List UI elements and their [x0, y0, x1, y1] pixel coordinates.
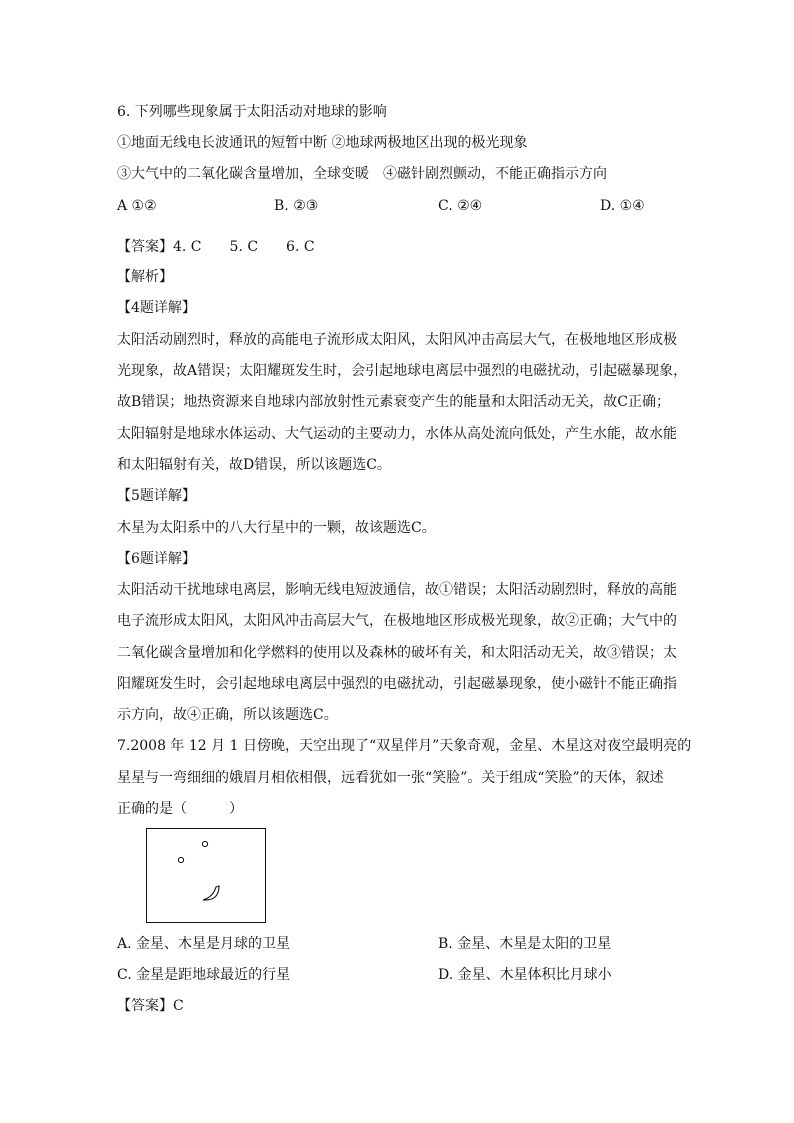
q4-text-line: 光现象，故A错误；太阳耀斑发生时，会引起地球电离层中强烈的电磁扰动，引起磁暴现象，: [117, 363, 688, 379]
q7-option-a: A. 金星、木星是月球的卫星: [117, 936, 291, 952]
q6-text-line: 太阳活动干扰地球电离层，影响无线电短波通信，故①错误；太阳活动剧烈时，释放的高能: [117, 582, 677, 598]
q6-items-3-4: ③大气中的二氧化碳含量增加，全球变暖 ④磁针剧烈颤动，不能正确指示方向: [117, 166, 607, 182]
q6-stem: 6. 下列哪些现象属于太阳活动对地球的影响: [117, 104, 387, 120]
q5-text-line: 木星为太阳系中的八大行星中的一颗，故该题选C。: [117, 520, 436, 536]
q7-option-d: D. 金星、木星体积比月球小: [438, 967, 612, 983]
q4-text-line: 和太阳辐射有关，故D错误，所以该题选C。: [117, 457, 391, 473]
venus-dot: [202, 841, 207, 846]
q7-option-b: B. 金星、木星是太阳的卫星: [438, 936, 612, 952]
q6-option-d: D. ①④: [600, 198, 645, 214]
crescent-moon-icon: [203, 886, 219, 900]
q4-text-line: 太阳辐射是地球水体运动、大气运动的主要动力，水体从高处流向低处，产生水能，故水能: [117, 426, 677, 442]
q4-text-line: 故B错误；地热资源来自地球内部放射性元素衰变产生的能量和太阳活动无关，故C正确；: [117, 394, 670, 410]
q6-text-line: 示方向，故④正确，所以该题选C。: [117, 707, 338, 723]
q6-option-b: B. ②③: [274, 198, 319, 214]
q7-option-c: C. 金星是距地球最近的行星: [117, 967, 291, 983]
q6-text-line: 电子流形成太阳风，太阳风冲击高层大气，在极地地区形成极光现象，故②正确；大气中的: [117, 613, 677, 629]
q6-items-1-2: ①地面无线电长波通讯的短暂中断 ②地球两极地区出现的极光现象: [117, 135, 528, 151]
q4-heading: 【4题详解】: [117, 300, 196, 316]
q6-heading: 【6题详解】: [117, 551, 196, 567]
answer-line: 【答案】4. C 5. C 6. C: [117, 239, 315, 255]
q6-option-a: A ①②: [117, 198, 157, 214]
q6-option-c: C. ②④: [438, 198, 483, 214]
q7-stem-line: 星星与一弯细细的娥眉月相依相偎，远看犹如一张“笑脸”。关于组成“笑脸”的天体，叙述: [117, 770, 664, 786]
q6-text-line: 二氧化碳含量增加和化学燃料的使用以及森林的破坏有关，和太阳活动无关，故③错误；太: [117, 645, 677, 661]
q5-heading: 【5题详解】: [117, 488, 196, 504]
q7-stem-line: 正确的是（ ）: [117, 801, 243, 817]
smiley-sky-drawing: [147, 829, 264, 921]
q4-text-line: 太阳活动剧烈时，释放的高能电子流形成太阳风，太阳风冲击高层大气，在极地地区形成极: [117, 332, 677, 348]
jupiter-dot: [178, 857, 183, 862]
q7-answer-line: 【答案】C: [117, 998, 184, 1014]
analysis-heading: 【解析】: [117, 269, 173, 285]
q6-text-line: 阳耀斑发生时，会引起地球电离层中强烈的电磁扰动，引起磁暴现象，使小磁针不能正确指: [117, 676, 677, 692]
smiley-sky-figure: [146, 828, 266, 923]
q7-stem-line: 7.2008 年 12 月 1 日傍晚，天空出现了“双星伴月”天象奇观，金星、木星这对夜空最明亮的: [117, 738, 692, 754]
